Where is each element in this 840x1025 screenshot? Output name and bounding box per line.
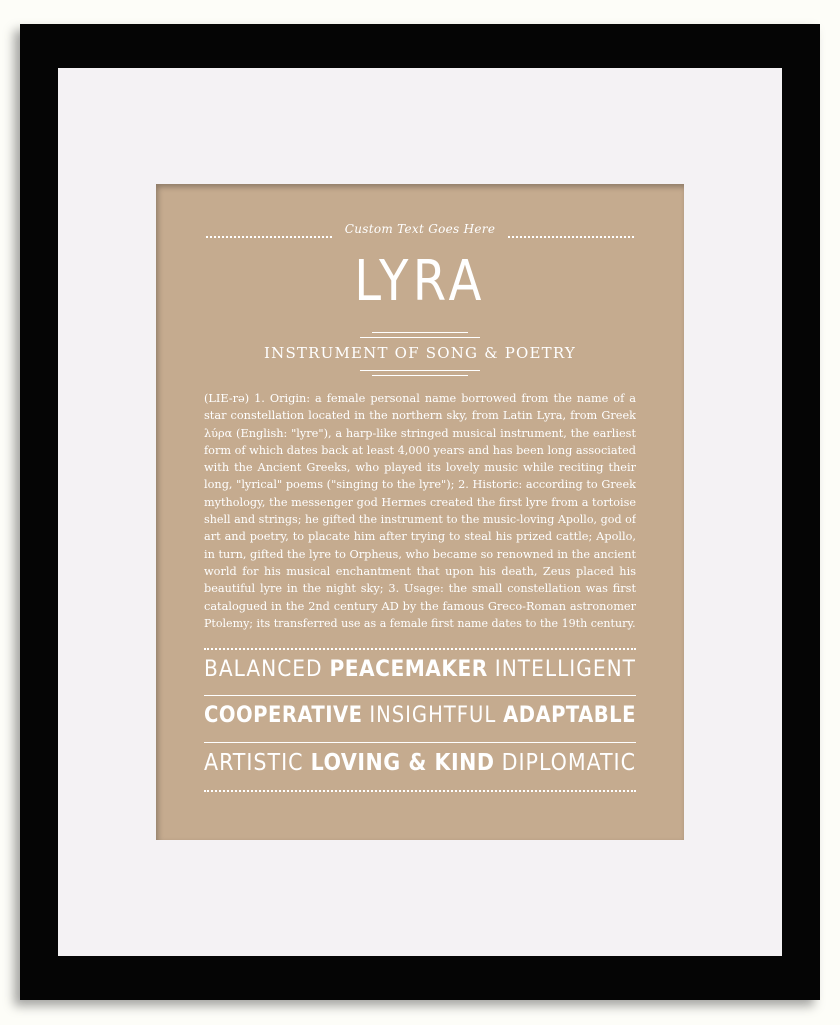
trait-word: DIPLOMATIC (501, 750, 636, 776)
mat-board (58, 68, 782, 956)
trait-row-3 (204, 750, 636, 784)
picture-frame (20, 24, 820, 1000)
name-definition (204, 390, 636, 632)
trait-word: PEACEMAKER (329, 656, 488, 682)
definition-line: art and poetry, to placate him after trying to steal his prized cattle; Apollo, (204, 530, 636, 544)
definition-line: shell and strings; he gifted the instrument to the music-loving Apollo, god of (204, 513, 636, 527)
definition-line: form of which dates back at least 4,000 years and has been long associated (204, 443, 636, 457)
definition-line: with the Ancient Greeks, who played its lovely music while reciting their (204, 461, 636, 475)
title-rule-bottom (360, 337, 480, 338)
title-rule-top (372, 332, 468, 333)
definition-line: beautiful lyre in the night sky; 3. Usage: the small constellation was first (204, 582, 636, 596)
dotted-divider-right (508, 236, 634, 238)
trait-word: INSIGHTFUL (369, 703, 497, 728)
trait-word: INTELLIGENT (494, 656, 636, 682)
dotted-divider-traits-bottom (204, 790, 636, 792)
tagline-rule-top (360, 370, 480, 371)
trait-row-1 (204, 656, 636, 690)
trait-word: BALANCED (204, 656, 323, 682)
definition-line: long, "lyrical" poems ("singing to the lyre"); 2. Historic: according to Greek (204, 478, 636, 492)
trait-word: LOVING & KIND (310, 750, 495, 776)
trait-row-divider (204, 695, 636, 696)
trait-row-divider (204, 742, 636, 743)
definition-line: catalogued in the 2nd century AD by the famous Greco-Roman astronomer (204, 599, 636, 613)
definition-line: star constellation located in the northern sky, from Latin Lyra, from Greek (204, 409, 636, 423)
tagline: INSTRUMENT OF SONG & POETRY (264, 344, 576, 362)
trait-word: ADAPTABLE (503, 703, 636, 728)
definition-line: world for his musical enchantment that upon his death, Zeus placed his (204, 564, 636, 578)
name-title: LYRA (354, 249, 486, 314)
trait-word: COOPERATIVE (204, 703, 363, 728)
definition-line: Ptolemy; its transferred use as a female first name dates to the 19th century. (204, 616, 636, 630)
definition-line: in turn, gifted the lyre to Orpheus, who became so renowned in the ancient (204, 547, 636, 561)
name-print (156, 184, 684, 840)
tagline-rule-bottom (372, 375, 468, 376)
definition-line: mythology, the messenger god Hermes created the first lyre from a tortoise (204, 495, 636, 509)
definition-line: (LIE-rə) 1. Origin: a female personal name borrowed from the name of a (204, 392, 636, 405)
dotted-divider-left (206, 236, 332, 238)
trait-word: ARTISTIC (204, 750, 304, 776)
custom-text: Custom Text Goes Here (344, 222, 496, 236)
dotted-divider-traits-top (204, 648, 636, 650)
definition-line: λύρα (English: "lyre"), a harp-like stringed musical instrument, the earliest (204, 426, 636, 440)
trait-row-2 (204, 703, 636, 737)
